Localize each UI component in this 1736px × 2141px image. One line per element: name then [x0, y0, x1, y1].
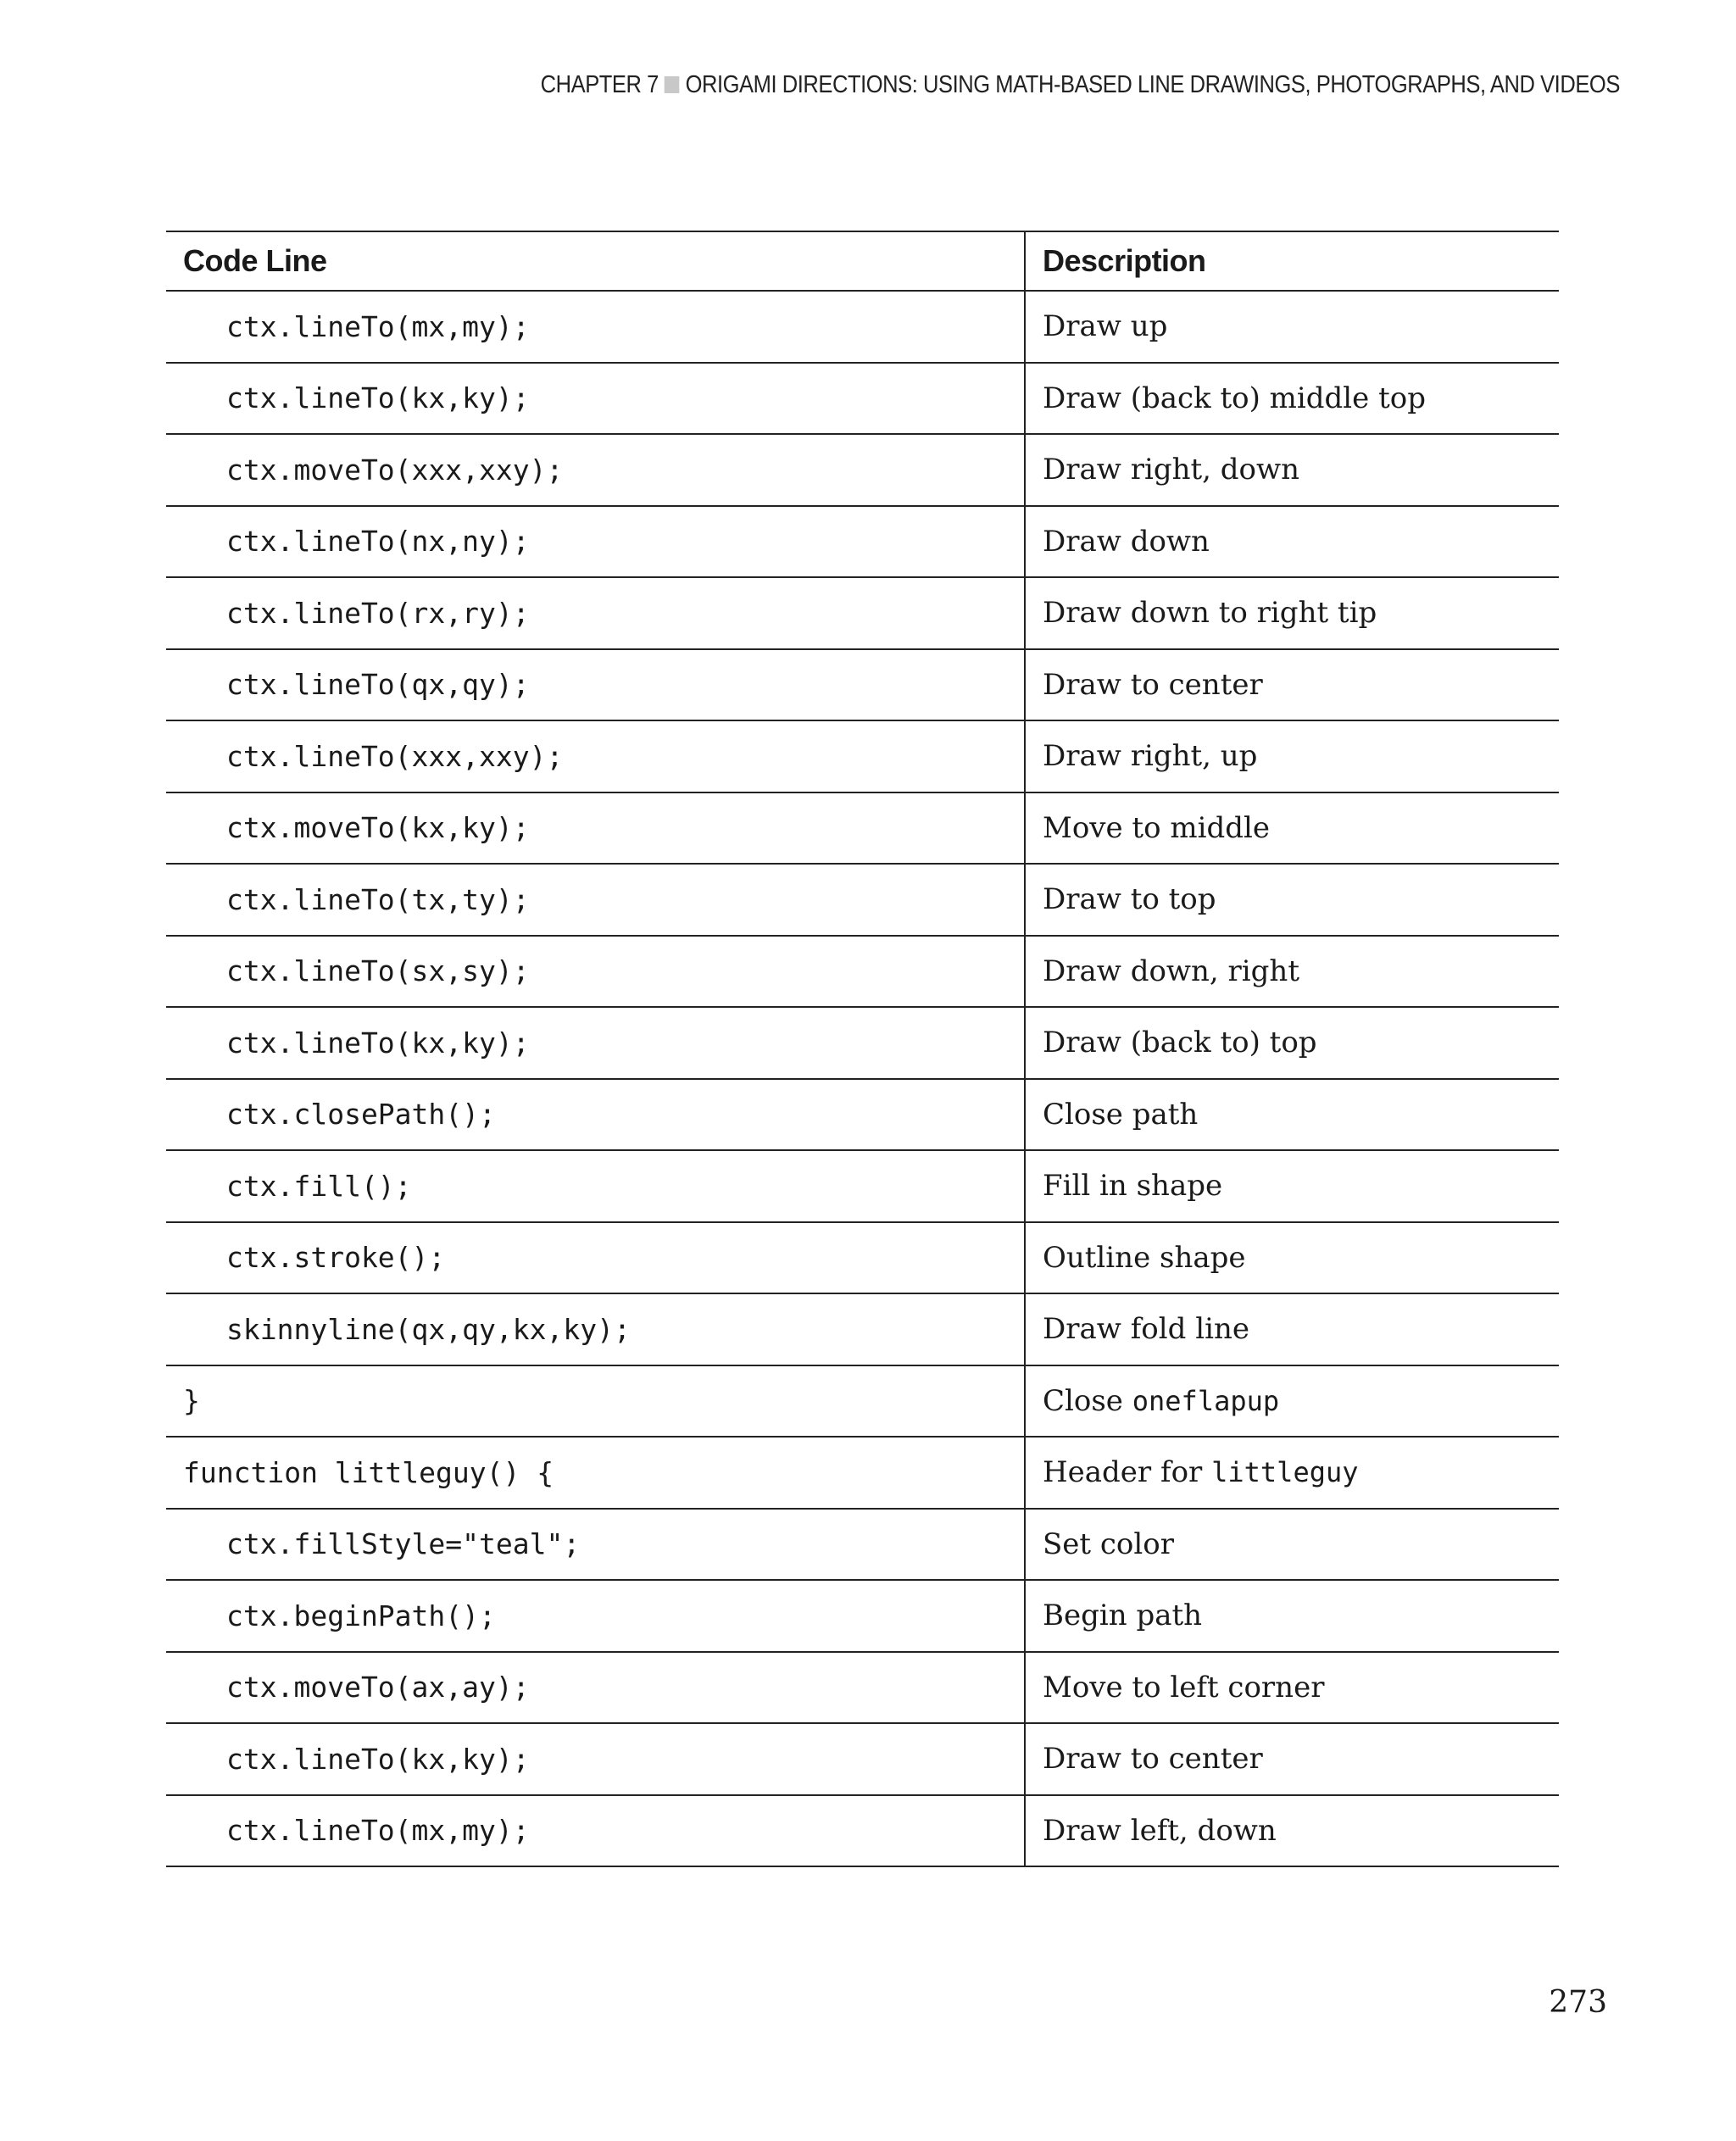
description-text: Draw to top [1043, 882, 1216, 917]
code-line-cell: ctx.lineTo(kx,ky); [166, 1007, 1025, 1079]
description-cell [1025, 720, 1559, 792]
description-code-term: oneflapup [1132, 1384, 1280, 1417]
description-text: Draw to center [1043, 667, 1263, 702]
table-row [166, 1222, 1559, 1294]
code-line-cell: ctx.moveTo(xxx,xxy); [166, 434, 1025, 506]
description-cell [1025, 1580, 1559, 1652]
table-row [166, 649, 1559, 721]
description-text: Close [1043, 1383, 1123, 1418]
description-text: Draw down [1043, 524, 1210, 559]
table-row [166, 1723, 1559, 1795]
description-text: Draw down, right [1043, 954, 1299, 988]
code-line-cell: } [166, 1365, 1025, 1438]
description-text: Draw (back to) middle top [1043, 381, 1426, 415]
description-cell [1025, 649, 1559, 721]
table-row [166, 506, 1559, 578]
description-text: Fill in shape [1043, 1169, 1223, 1204]
table-row [166, 1509, 1559, 1581]
table-body [166, 291, 1559, 1866]
table-row [166, 1150, 1559, 1222]
description-cell [1025, 1723, 1559, 1795]
chapter-title: ORIGAMI DIRECTIONS: USING MATH-BASED LINE DRAWINGS, PHOTOGRAPHS, AND VIDEOS [685, 71, 1620, 98]
description-text: Close path [1043, 1097, 1199, 1132]
table-header-row [166, 231, 1559, 291]
running-header [541, 71, 1620, 99]
description-text: Draw right, up [1043, 739, 1258, 774]
description-cell [1025, 1007, 1559, 1079]
description-text: Outline shape [1043, 1240, 1246, 1275]
table-row [166, 1795, 1559, 1867]
description-cell [1025, 434, 1559, 506]
description-cell [1025, 1509, 1559, 1581]
code-line-cell: function littleguy() { [166, 1437, 1025, 1509]
table-row [166, 720, 1559, 792]
table-row [166, 577, 1559, 649]
description-text: Move to left corner [1043, 1670, 1325, 1704]
description-text: Draw up [1043, 309, 1168, 344]
description-cell [1025, 936, 1559, 1008]
code-line-cell: ctx.lineTo(tx,ty); [166, 864, 1025, 936]
table-row [166, 1007, 1559, 1079]
code-line-cell: ctx.lineTo(rx,ry); [166, 577, 1025, 649]
separator-square-icon [665, 76, 680, 93]
table-row [166, 1437, 1559, 1509]
table-row [166, 1293, 1559, 1365]
description-cell [1025, 792, 1559, 865]
description-cell [1025, 1293, 1559, 1365]
code-line-cell: ctx.lineTo(xxx,xxy); [166, 720, 1025, 792]
code-line-cell: ctx.moveTo(ax,ay); [166, 1652, 1025, 1724]
description-text: Move to middle [1043, 810, 1270, 845]
code-line-cell: ctx.lineTo(mx,my); [166, 291, 1025, 363]
code-line-cell: skinnyline(qx,qy,kx,ky); [166, 1293, 1025, 1365]
code-line-cell: ctx.lineTo(nx,ny); [166, 506, 1025, 578]
chapter-label: CHAPTER 7 [540, 71, 659, 98]
description-cell [1025, 1079, 1559, 1151]
description-cell [1025, 506, 1559, 578]
table-row [166, 1652, 1559, 1724]
description-cell [1025, 1437, 1559, 1509]
description-text: Draw left, down [1043, 1813, 1277, 1848]
code-line-cell: ctx.closePath(); [166, 1079, 1025, 1151]
description-cell [1025, 1795, 1559, 1867]
description-cell [1025, 363, 1559, 435]
description-code-term: littleguy [1211, 1456, 1359, 1489]
code-line-cell: ctx.lineTo(qx,qy); [166, 649, 1025, 721]
description-text: Set color [1043, 1527, 1174, 1561]
description-text: Draw fold line [1043, 1312, 1249, 1347]
code-line-cell: ctx.beginPath(); [166, 1580, 1025, 1652]
column-header-code-line: Code Line [166, 231, 1025, 291]
description-cell [1025, 1365, 1559, 1438]
code-line-cell: ctx.lineTo(kx,ky); [166, 1723, 1025, 1795]
table-row [166, 1365, 1559, 1438]
description-text: Draw down to right tip [1043, 596, 1377, 631]
code-line-cell: ctx.lineTo(mx,my); [166, 1795, 1025, 1867]
description-cell [1025, 1222, 1559, 1294]
table-row [166, 936, 1559, 1008]
page-number: 273 [1549, 1985, 1607, 2020]
description-cell [1025, 864, 1559, 936]
code-line-cell: ctx.lineTo(sx,sy); [166, 936, 1025, 1008]
table-row [166, 864, 1559, 936]
table-row [166, 792, 1559, 865]
description-text: Draw to center [1043, 1742, 1263, 1777]
code-line-cell: ctx.moveTo(kx,ky); [166, 792, 1025, 865]
code-line-cell: ctx.fill(); [166, 1150, 1025, 1222]
code-line-cell: ctx.fillStyle="teal"; [166, 1509, 1025, 1581]
description-cell [1025, 1150, 1559, 1222]
table-row [166, 1079, 1559, 1151]
description-text: Draw right, down [1043, 453, 1299, 487]
description-text: Draw (back to) top [1043, 1026, 1317, 1060]
table-row [166, 363, 1559, 435]
code-description-table [166, 231, 1559, 1867]
description-cell [1025, 1652, 1559, 1724]
description-text: Begin path [1043, 1599, 1203, 1633]
description-cell [1025, 577, 1559, 649]
code-line-cell: ctx.lineTo(kx,ky); [166, 363, 1025, 435]
description-text: Header for [1043, 1455, 1203, 1490]
column-header-description: Description [1025, 231, 1559, 291]
table-row [166, 434, 1559, 506]
table-row [166, 1580, 1559, 1652]
code-line-cell: ctx.stroke(); [166, 1222, 1025, 1294]
description-cell [1025, 291, 1559, 363]
table-row [166, 291, 1559, 363]
